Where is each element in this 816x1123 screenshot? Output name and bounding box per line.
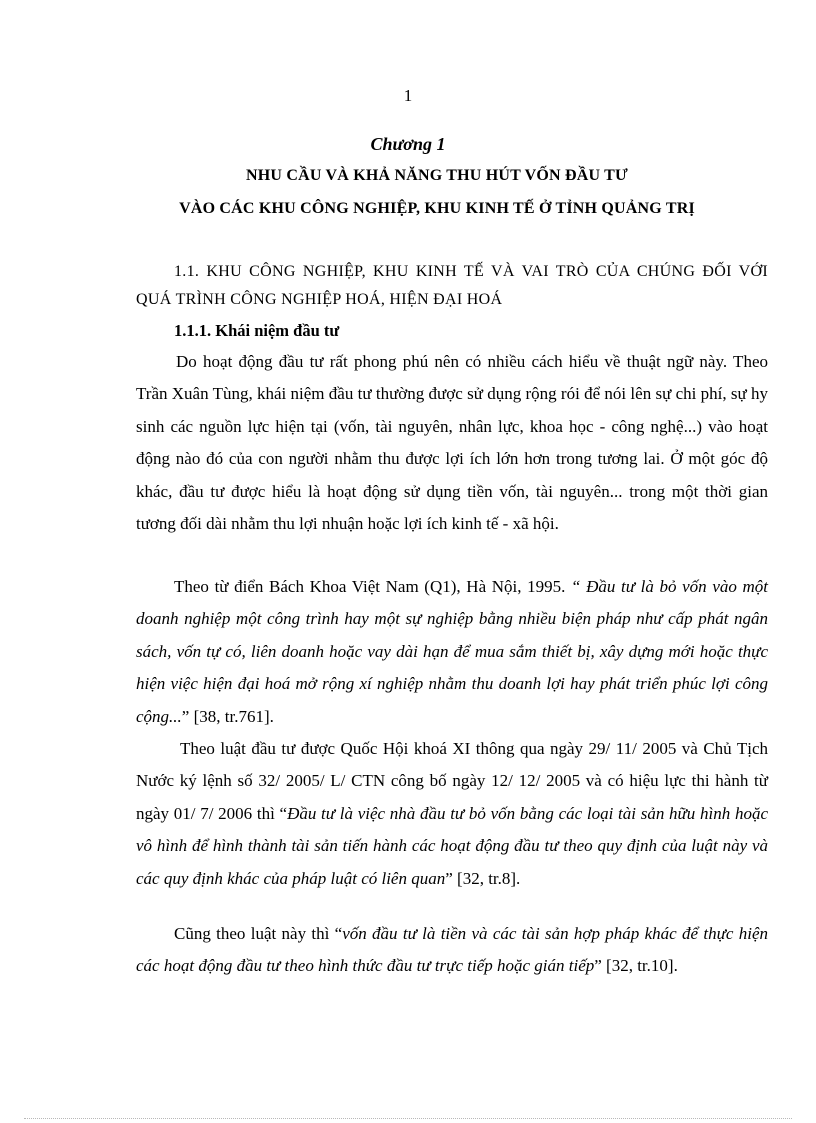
paragraph-3-quote: Đầu tư là việc nhà đầu tư bỏ vốn bằng các loại tài sản hữu hình hoặc vô hình để hình thành tài sản tiến hành các hoạt động đầu tư theo quy định của luật này và các quy định khác của pháp luật có liên quan	[136, 803, 769, 888]
paragraph-4	[136, 918, 768, 983]
paragraph-2-lead: Theo từ điển Bách Khoa Việt Nam (Q1), Hà Nội, 1995.	[174, 577, 572, 596]
chapter-title-line-1: NHU CẦU VÀ KHẢ NĂNG THU HÚT VỐN ĐẦU TƯ	[245, 167, 628, 184]
paragraph-1: Do hoạt động đầu tư rất phong phú nên có nhiều cách hiểu về thuật ngữ này. Theo Trần Xuân Tùng, khái niệm đầu tư thường được sử dụng rộng rói để nói lên sự chi phí, sự hy sinh các nguồn lực hiện tại (vốn, tài nguyên, nhân lực, khoa học - công nghệ...) vào hoạt động nào đó của con người nhằm thu được lợi ích lớn hơn trong tương lai. Ở một góc độ khác, đầu tư được hiểu là hoạt động sử dụng tiền vốn, tài nguyên... trong một thời gian tương đối dài nhằm thu lợi nhuận hoặc lợi ích kinh tế - xã hội.	[136, 352, 768, 534]
page-bottom-divider	[24, 1118, 792, 1119]
chapter-title-line-2: VÀO CÁC KHU CÔNG NGHIỆP, KHU KINH TẾ Ở TỈNH QUẢNG TRỊ	[179, 200, 695, 217]
chapter-heading: Chương 1	[370, 134, 446, 154]
paragraph-2	[136, 571, 768, 733]
paragraph-2-quote: “ Đầu tư là bỏ vốn vào một doanh nghiệp một công trình hay một sự nghiệp bằng nhiều biện pháp như cấp phát ngân sách, vốn tự có, liên doanh hoặc vay dài hạn để mua sắm thiết bị, xây dựng mới hoặc thực hiện việc hiện đại hoá mở rộng xí nghiệp nhằm thu doanh lợi hay phát triển phúc lợi công cộng...	[136, 577, 768, 726]
paragraph-3	[136, 733, 768, 895]
paragraph-3-citation: ” [32, tr.8].	[445, 868, 521, 888]
paragraph-4-citation: ” [32, tr.10].	[594, 956, 678, 976]
paragraph-2-citation: ” [38, tr.761].	[181, 706, 274, 726]
subsection-heading-1-1-1: 1.1.1. Khái niệm đầu tư	[174, 321, 340, 340]
paragraph-4-lead: Cũng theo luật này thì “	[174, 924, 343, 943]
section-heading-1-1: 1.1. KHU CÔNG NGHIỆP, KHU KINH TẾ VÀ VAI TRÒ CỦA CHÚNG ĐỐI VỚI QUÁ TRÌNH CÔNG NGHIỆP HOÁ, HIỆN ĐẠI HOÁ	[136, 263, 768, 308]
paragraph-4-quote: vốn đầu tư là tiền và các tài sản hợp pháp khác để thực hiện các hoạt động đầu tư theo hình thức đầu tư trực tiếp hoặc gián tiếp	[136, 924, 768, 976]
page-number: 1	[403, 86, 413, 105]
paragraph-3-lead: Theo luật đầu tư được Quốc Hội khoá XI thông qua ngày 29/ 11/ 2005 và Chủ Tịch Nước ký lệnh số 32/ 2005/ L/ CTN công bố ngày 12/ 12/ 2005 và có hiệu lực thi hành từ ngày 01/ 7/ 2006 thì “	[136, 739, 768, 823]
